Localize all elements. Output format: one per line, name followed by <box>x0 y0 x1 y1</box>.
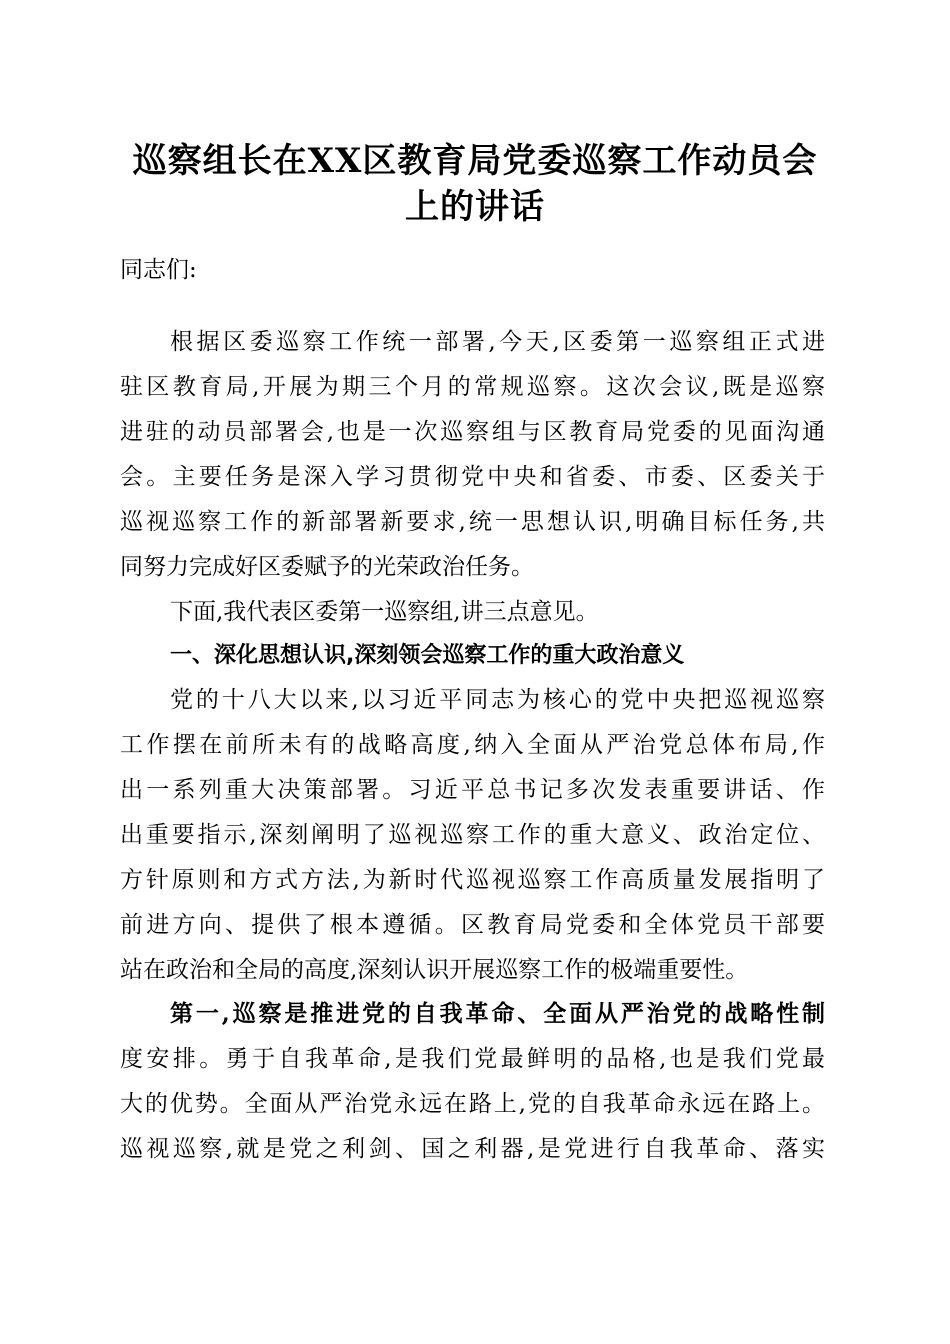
paragraph-line: 会。主要任务是深入学习贯彻党中央和省委、市委、区委关于 <box>120 464 825 490</box>
paragraph-line: 党的十八大以来,以习近平同志为核心的党中央把巡视巡察 <box>170 687 825 713</box>
paragraph-line: 方针原则和方式方法,为新时代巡视巡察工作高质量发展指明了 <box>120 867 825 893</box>
paragraph-line: 巡视巡察,就是党之利剑、国之利器,是党进行自我革命、落实 <box>120 1136 825 1162</box>
paragraph-line: 驻区教育局,开展为期三个月的常规巡察。这次会议,既是巡察 <box>120 374 825 400</box>
paragraph-line: 站在政治和全局的高度,深刻认识开展巡察工作的极端重要性。 <box>120 957 749 983</box>
paragraph-line: 前进方向、提供了根本遵循。区教育局党委和全体党员干部要 <box>120 912 825 938</box>
paragraph-line: 巡视巡察工作的新部署新要求,统一思想认识,明确目标任务,共 <box>120 509 825 535</box>
paragraph-line: 出一系列重大决策部署。习近平总书记多次发表重要讲话、作 <box>120 777 825 803</box>
section-heading: 一、深化思想认识,深刻领会巡察工作的重大政治意义 <box>170 643 685 668</box>
document-title-line-2: 上的讲话 <box>405 187 545 227</box>
salutation: 同志们: <box>120 257 197 283</box>
paragraph-line: 第一,巡察是推进党的自我革命、全面从严治党的战略性制 <box>170 1000 825 1027</box>
paragraph-line: 大的优势。全面从严治党永远在路上,党的自我革命永远在路上。 <box>120 1091 825 1117</box>
paragraph-line: 出重要指示,深刻阐明了巡视巡察工作的重大意义、政治定位、 <box>120 822 825 848</box>
paragraph-line: 度安排。勇于自我革命,是我们党最鲜明的品格,也是我们党最 <box>120 1046 825 1072</box>
paragraph-line: 根据区委巡察工作统一部署,今天,区委第一巡察组正式进 <box>170 329 825 355</box>
paragraph-line: 下面,我代表区委第一巡察组,讲三点意见。 <box>170 599 599 625</box>
paragraph-line: 进驻的动员部署会,也是一次巡察组与区教育局党委的见面沟通 <box>120 419 825 445</box>
paragraph-line: 工作摆在前所未有的战略高度,纳入全面从严治党总体布局,作 <box>120 732 825 758</box>
document-title-line-1: 巡察组长在XX区教育局党委巡察工作动员会 <box>132 141 818 181</box>
paragraph-line: 同努力完成好区委赋予的光荣政治任务。 <box>120 554 534 580</box>
